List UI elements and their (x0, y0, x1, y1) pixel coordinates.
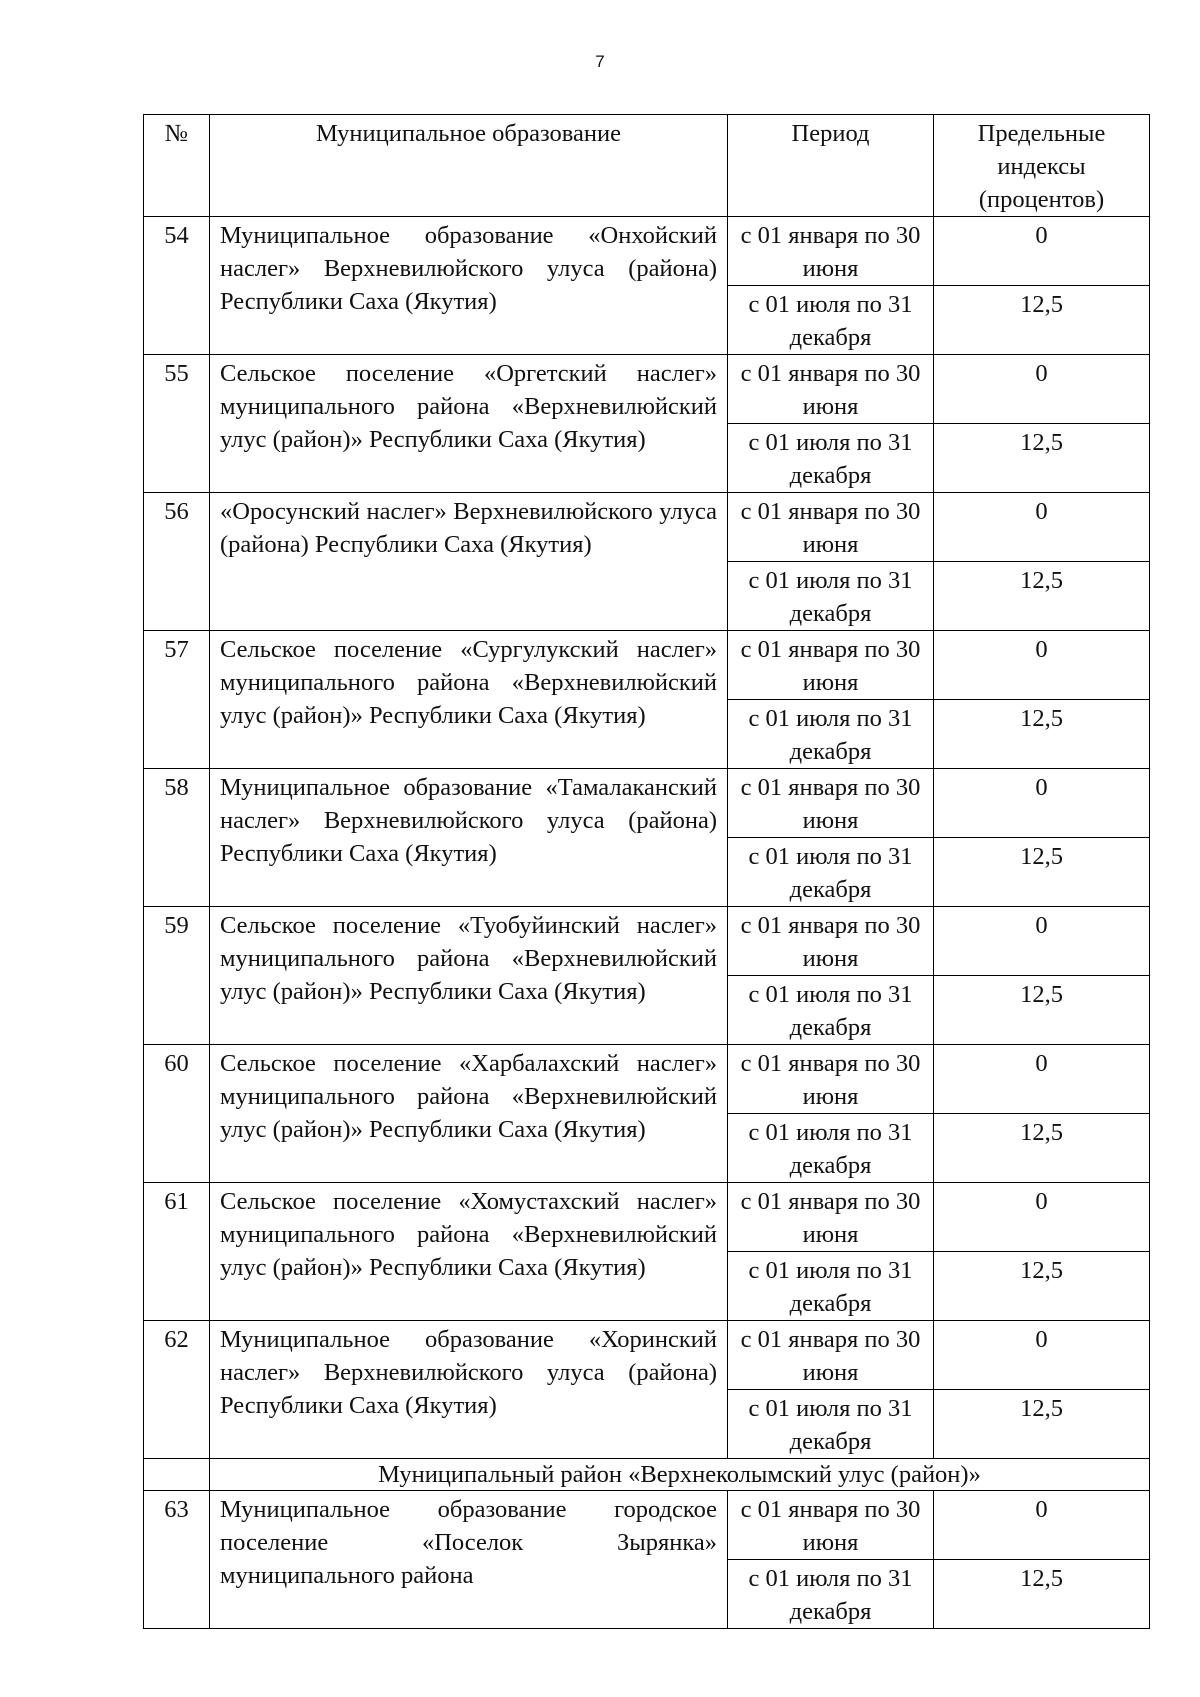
period-second-half: с 01 июля по 31 декабря (728, 976, 934, 1045)
header-period: Период (728, 115, 934, 217)
table-row (144, 217, 1150, 286)
index-second-half: 12,5 (934, 1390, 1150, 1459)
period-second-half: с 01 июля по 31 декабря (728, 700, 934, 769)
row-number: 61 (144, 1183, 210, 1321)
period-first-half: с 01 января по 30 июня (728, 355, 934, 424)
index-second-half: 12,5 (934, 838, 1150, 907)
period-first-half: с 01 января по 30 июня (728, 907, 934, 976)
district-header-row (144, 1459, 1150, 1491)
table-row (144, 769, 1150, 838)
period-first-half: с 01 января по 30 июня (728, 1321, 934, 1390)
municipality-name: Муниципальное образование «Онхойский наслег» Верхневилюйского улуса (района) Республики Саха (Якутия) (210, 217, 728, 355)
table-body (144, 217, 1150, 1629)
municipality-name: Сельское поселение «Оргетский наслег» муниципального района «Верхневилюйский улус (район)» Республики Саха (Якутия) (210, 355, 728, 493)
header-index: Предельные индексы (процентов) (934, 115, 1150, 217)
row-number: 62 (144, 1321, 210, 1459)
period-second-half: с 01 июля по 31 декабря (728, 1390, 934, 1459)
row-number: 60 (144, 1045, 210, 1183)
municipality-name: «Оросунский наслег» Верхневилюйского улуса (района) Республики Саха (Якутия) (210, 493, 728, 631)
index-second-half: 12,5 (934, 976, 1150, 1045)
period-second-half: с 01 июля по 31 декабря (728, 424, 934, 493)
index-second-half: 12,5 (934, 424, 1150, 493)
table-row (144, 1045, 1150, 1114)
index-second-half: 12,5 (934, 1560, 1150, 1629)
row-number: 57 (144, 631, 210, 769)
index-first-half: 0 (934, 1183, 1150, 1252)
index-second-half: 12,5 (934, 1114, 1150, 1183)
period-second-half: с 01 июля по 31 декабря (728, 1114, 934, 1183)
index-first-half: 0 (934, 631, 1150, 700)
period-first-half: с 01 января по 30 июня (728, 631, 934, 700)
header-num: № (144, 115, 210, 217)
indices-table (143, 114, 1150, 1629)
period-first-half: с 01 января по 30 июня (728, 1045, 934, 1114)
period-first-half: с 01 января по 30 июня (728, 1491, 934, 1560)
table-row (144, 355, 1150, 424)
index-second-half: 12,5 (934, 562, 1150, 631)
table-header-row (144, 115, 1150, 217)
period-first-half: с 01 января по 30 июня (728, 1183, 934, 1252)
period-first-half: с 01 января по 30 июня (728, 769, 934, 838)
table-row (144, 631, 1150, 700)
period-second-half: с 01 июля по 31 декабря (728, 1560, 934, 1629)
index-first-half: 0 (934, 217, 1150, 286)
row-number: 63 (144, 1491, 210, 1629)
period-second-half: с 01 июля по 31 декабря (728, 1252, 934, 1321)
row-number: 59 (144, 907, 210, 1045)
index-second-half: 12,5 (934, 1252, 1150, 1321)
municipality-name: Сельское поселение «Туобуйинский наслег» муниципального района «Верхневилюйский улус (район)» Республики Саха (Якутия) (210, 907, 728, 1045)
table-row (144, 493, 1150, 562)
page-number: 7 (595, 52, 605, 71)
index-first-half: 0 (934, 1491, 1150, 1560)
table-row (144, 1321, 1150, 1390)
municipality-name: Муниципальное образование городское поселение «Поселок Зырянка» муниципального района (210, 1491, 728, 1629)
period-first-half: с 01 января по 30 июня (728, 217, 934, 286)
row-number: 55 (144, 355, 210, 493)
municipality-name: Муниципальное образование «Тамалаканский наслег» Верхневилюйского улуса (района) Республики Саха (Якутия) (210, 769, 728, 907)
table-row (144, 1183, 1150, 1252)
municipality-name: Сельское поселение «Сургулукский наслег» муниципального района «Верхневилюйский улус (район)» Республики Саха (Якутия) (210, 631, 728, 769)
district-num-cell (144, 1459, 210, 1491)
index-second-half: 12,5 (934, 286, 1150, 355)
period-first-half: с 01 января по 30 июня (728, 493, 934, 562)
municipality-name: Сельское поселение «Харбалахский наслег» муниципального района «Верхневилюйский улус (район)» Республики Саха (Якутия) (210, 1045, 728, 1183)
index-first-half: 0 (934, 1045, 1150, 1114)
period-second-half: с 01 июля по 31 декабря (728, 838, 934, 907)
index-first-half: 0 (934, 769, 1150, 838)
municipality-name: Муниципальное образование «Хоринский наслег» Верхневилюйского улуса (района) Республики Саха (Якутия) (210, 1321, 728, 1459)
index-first-half: 0 (934, 907, 1150, 976)
index-first-half: 0 (934, 355, 1150, 424)
index-first-half: 0 (934, 1321, 1150, 1390)
table-row (144, 1491, 1150, 1560)
district-title: Муниципальный район «Верхнеколымский улус (район)» (210, 1459, 1150, 1491)
municipality-name: Сельское поселение «Хомустахский наслег» муниципального района «Верхневилюйский улус (район)» Республики Саха (Якутия) (210, 1183, 728, 1321)
index-second-half: 12,5 (934, 700, 1150, 769)
header-name: Муниципальное образование (210, 115, 728, 217)
period-second-half: с 01 июля по 31 декабря (728, 562, 934, 631)
row-number: 56 (144, 493, 210, 631)
row-number: 54 (144, 217, 210, 355)
table-row (144, 907, 1150, 976)
index-first-half: 0 (934, 493, 1150, 562)
period-second-half: с 01 июля по 31 декабря (728, 286, 934, 355)
row-number: 58 (144, 769, 210, 907)
